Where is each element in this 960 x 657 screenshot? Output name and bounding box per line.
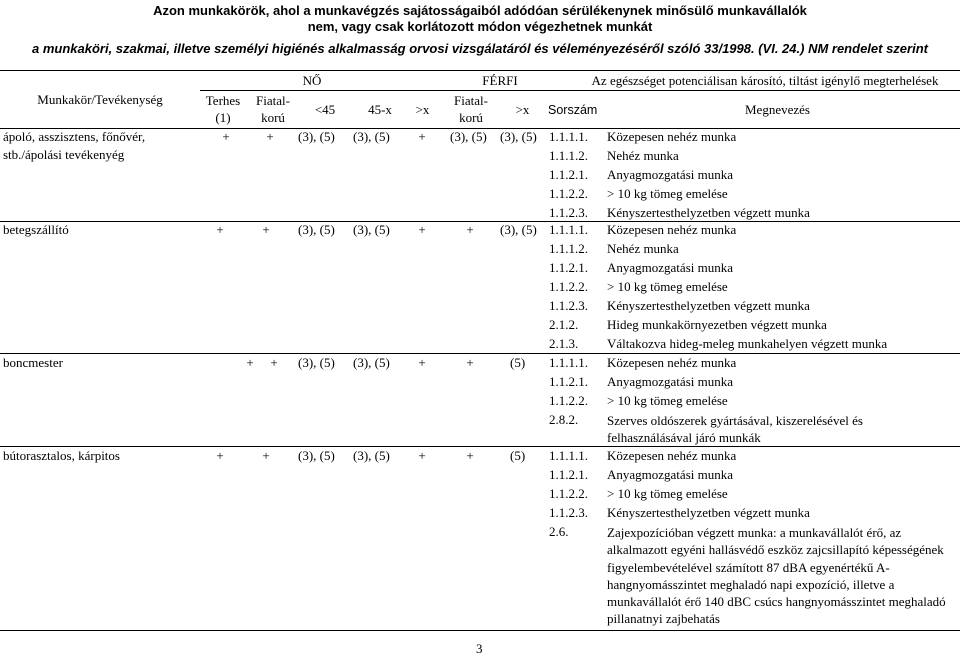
hazard-code: 1.1.2.2. xyxy=(549,186,588,201)
cell-young-female: + xyxy=(270,355,278,370)
hazard-code: 1.1.2.3. xyxy=(549,505,588,520)
cell-young-male: + xyxy=(466,448,474,463)
cell-young-female: + xyxy=(266,129,274,144)
column-group-male: FÉRFI xyxy=(482,73,518,88)
cell-pregnant: + xyxy=(222,129,230,144)
doc-title-line-1: Azon munkakörök, ahol a munkavégzés sajátosságaiból adódóan sérülékenynek minősülő munkavállalók xyxy=(153,3,807,18)
cell-gtx-female: + xyxy=(418,129,426,144)
cell-young-male: + xyxy=(466,355,474,370)
row-job: ápoló, asszisztens, főnővér, xyxy=(3,129,146,144)
cell-gtx-male: (5) xyxy=(510,448,526,463)
hazard-name: Anyagmozgatási munka xyxy=(607,167,733,182)
hazard-code: 2.1.3. xyxy=(549,336,579,351)
cell-lt45: (3), (5) xyxy=(298,129,335,144)
hazard-name: Közepesen nehéz munka xyxy=(607,222,737,237)
cell-lt45: (3), (5) xyxy=(298,222,335,237)
hazard-code: 1.1.2.1. xyxy=(549,467,588,482)
hazard-code: 1.1.2.2. xyxy=(549,486,588,501)
hazard-code: 1.1.1.2. xyxy=(549,241,588,256)
cell-gtx-female: + xyxy=(418,222,426,237)
hazard-code: 1.1.2.1. xyxy=(549,374,588,389)
hazard-name: > 10 kg tömeg emelése xyxy=(607,393,728,408)
row-divider xyxy=(0,221,960,222)
hazard-name: Zajexpozícióban végzett munka: a munkavállalót érő, az alkalmazott egyéni hallásvédő eszköz zajcsillapító képességének figyelembevételével számított 87 dBA egyenértékű A-hangnyomásszintet meghaladó napi expozíció, illetve a munkavállalót érő 140 dBC csúcs hangnyomásszintet meghaladó pillanatnyi zajbehatás xyxy=(607,525,946,627)
hazard-code: 1.1.2.2. xyxy=(549,279,588,294)
column-group-hazards: Az egészséget potenciálisan károsító, tiltást igénylő megterhelések xyxy=(591,73,939,88)
cell-gtx-male: (3), (5) xyxy=(500,222,537,237)
column-header-young-female-2: korú xyxy=(261,110,285,125)
column-header-name: Megnevezés xyxy=(745,102,810,117)
hazard-code: 1.1.2.2. xyxy=(549,393,588,408)
hazard-name: Kényszertesthelyzetben végzett munka xyxy=(607,298,810,313)
column-header-job: Munkakör/Tevékenység xyxy=(37,92,163,107)
table-top-rule xyxy=(0,70,960,71)
column-header-young-male: Fiatal- xyxy=(454,93,488,108)
doc-title-line-2: nem, vagy csak korlátozott módon végezhetnek munkát xyxy=(307,19,653,34)
cell-pregnant: + xyxy=(216,222,224,237)
hazard-code: 1.1.1.2. xyxy=(549,148,588,163)
hazard-name: Váltakozva hideg-meleg munkahelyen végzett munka xyxy=(607,336,888,351)
cell-young-male: (3), (5) xyxy=(450,129,487,144)
column-header-pregnant: Terhes xyxy=(205,93,241,108)
column-header-young-male-2: korú xyxy=(459,110,483,125)
column-header-gtx-male: >x xyxy=(515,102,530,117)
hazard-name: Kényszertesthelyzetben végzett munka xyxy=(607,205,810,220)
cell-45x: (3), (5) xyxy=(353,222,390,237)
page-number: 3 xyxy=(476,641,483,656)
hazard-name: Nehéz munka xyxy=(607,148,679,163)
hazard-name: Kényszertesthelyzetben végzett munka xyxy=(607,505,810,520)
cell-45x: (3), (5) xyxy=(353,129,390,144)
column-group-female: NŐ xyxy=(302,73,322,88)
hazard-name: > 10 kg tömeg emelése xyxy=(607,279,728,294)
row-divider xyxy=(0,353,960,354)
cell-gtx-male: (3), (5) xyxy=(500,129,537,144)
cell-young-female: + xyxy=(262,448,270,463)
column-header-pregnant-note: (1) xyxy=(215,110,231,125)
row-job: boncmester xyxy=(3,355,63,370)
row-divider xyxy=(0,446,960,447)
hazard-name: Szerves oldószerek gyártásával, kiszerelésével és felhasználásával járó munkák xyxy=(607,413,863,445)
row-job-line-2: stb./ápolási tevékenyég xyxy=(3,147,125,162)
cell-pregnant: + xyxy=(246,355,254,370)
hazard-code: 1.1.1.1. xyxy=(549,222,588,237)
hazard-code: 1.1.1.1. xyxy=(549,355,588,370)
hazard-code: 1.1.2.1. xyxy=(549,167,588,182)
hazard-code: 1.1.1.1. xyxy=(549,448,588,463)
hazard-name: Közepesen nehéz munka xyxy=(607,448,737,463)
hazard-code: 1.1.1.1. xyxy=(549,129,588,144)
row-job: betegszállító xyxy=(3,222,69,237)
cell-gtx-female: + xyxy=(418,355,426,370)
hazard-code: 1.1.2.3. xyxy=(549,205,588,220)
column-header-lt45: <45 xyxy=(314,102,336,117)
hazard-name: Közepesen nehéz munka xyxy=(607,129,737,144)
hazard-code: 2.6. xyxy=(549,524,569,539)
hazard-name: Anyagmozgatási munka xyxy=(607,374,733,389)
column-header-young-female: Fiatal- xyxy=(256,93,290,108)
hazard-name: > 10 kg tömeg emelése xyxy=(607,486,728,501)
hazard-name: Közepesen nehéz munka xyxy=(607,355,737,370)
hazard-name: Nehéz munka xyxy=(607,241,679,256)
table-bottom-rule xyxy=(0,630,960,631)
hazard-name: Anyagmozgatási munka xyxy=(607,467,733,482)
hazard-name: > 10 kg tömeg emelése xyxy=(607,186,728,201)
cell-gtx-male: (5) xyxy=(510,355,526,370)
cell-young-female: + xyxy=(262,222,270,237)
doc-title-line-3: a munkaköri, szakmai, illetve személyi higiénés alkalmasság orvosi vizsgálatáról és véleményezéséről szóló 33/1998. (VI. 24.) NM rendelet szerint xyxy=(32,41,928,56)
column-header-45x: 45-x xyxy=(368,102,392,117)
cell-pregnant: + xyxy=(216,448,224,463)
hazard-code: 2.1.2. xyxy=(549,317,579,332)
cell-lt45: (3), (5) xyxy=(298,448,335,463)
hazard-name: Hideg munkakörnyezetben végzett munka xyxy=(607,317,827,332)
hazard-code: 2.8.2. xyxy=(549,412,579,427)
cell-lt45: (3), (5) xyxy=(298,355,335,370)
cell-gtx-female: + xyxy=(418,448,426,463)
hazard-code: 1.1.2.3. xyxy=(549,298,588,313)
hazard-name: Anyagmozgatási munka xyxy=(607,260,733,275)
cell-45x: (3), (5) xyxy=(353,355,390,370)
row-job: bútorasztalos, kárpitos xyxy=(3,448,120,463)
cell-young-male: + xyxy=(466,222,474,237)
column-header-code: Sorszám xyxy=(548,103,598,117)
hazard-code: 1.1.2.1. xyxy=(549,260,588,275)
header-mid-rule xyxy=(200,90,960,91)
cell-45x: (3), (5) xyxy=(353,448,390,463)
column-header-gtx-female: >x xyxy=(415,102,430,117)
